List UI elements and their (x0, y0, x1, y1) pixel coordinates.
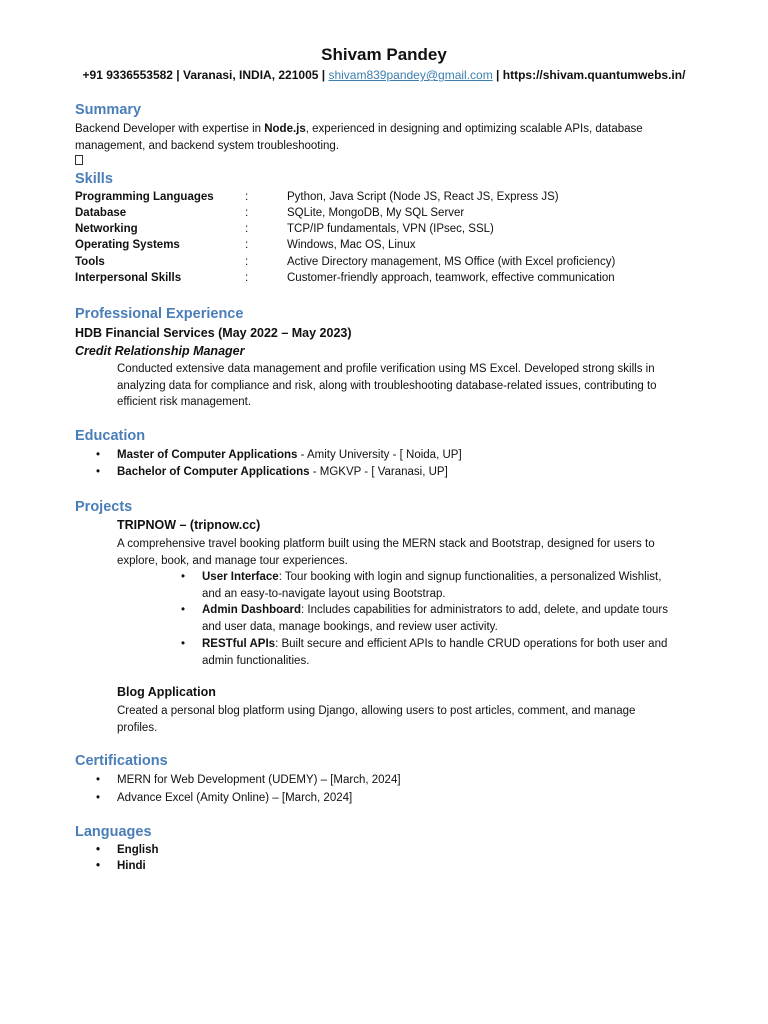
summary-line-1-bold: Node.js (264, 123, 306, 135)
feature-text: : Built secure and efficient APIs to handle CRUD operations for both user and (275, 638, 668, 650)
education-degree: Master of Computer Applications (117, 449, 298, 461)
experience-heading: Professional Experience (75, 306, 244, 322)
placeholder-glyph-icon (75, 155, 83, 165)
project-feature (181, 636, 668, 669)
education-heading: Education (75, 428, 146, 444)
skill-value: Python, Java Script (Node JS, React JS, Express JS) (287, 191, 559, 203)
experience-line: efficient risk management. (117, 396, 252, 408)
bullet-icon: • (96, 844, 101, 856)
education-school: - Amity University - [ Noida, UP] (297, 449, 462, 461)
feature-text: : Includes capabilities for administrators to add, delete, and update tours (301, 604, 668, 616)
contact-suffix: | https://shivam.quantumwebs.in/ (492, 68, 686, 82)
skill-sep: : (245, 207, 249, 219)
summary-line-2: management, and backend system troubleshooting. (75, 139, 340, 152)
experience-line: analyzing data for compliance and risk, along with troubleshooting database-related issues, contributing to (117, 379, 657, 392)
experience-role: Credit Relationship Manager (75, 344, 245, 358)
summary-heading: Summary (75, 102, 142, 118)
skill-value: Active Directory management, MS Office (with Excel proficiency) (287, 256, 616, 268)
education-degree: Bachelor of Computer Applications (117, 466, 310, 478)
skill-value: Customer-friendly approach, teamwork, effective communication (287, 272, 615, 284)
project-line: explore, book, and manage tour experiences. (117, 554, 348, 567)
skill-value: TCP/IP fundamentals, VPN (IPsec, SSL) (287, 223, 494, 235)
summary-line-1-pre: Backend Developer with expertise in (75, 123, 265, 135)
skill-value: SQLite, MongoDB, My SQL Server (287, 207, 465, 219)
language-item (96, 858, 146, 875)
project-description (117, 536, 655, 569)
education-item (96, 464, 448, 481)
project-line: Created a personal blog platform using Django, allowing users to post articles, comment, and manage (117, 705, 636, 717)
project-description (117, 703, 635, 736)
skill-row (75, 272, 715, 288)
skill-sep: : (245, 191, 249, 203)
skill-sep: : (245, 272, 249, 284)
project-line: profiles. (117, 721, 158, 734)
skill-key: Database (75, 207, 127, 219)
education-item (96, 447, 462, 464)
skill-row (75, 223, 715, 239)
project-line: A comprehensive travel booking platform built using the MERN stack and Bootstrap, designed for users to (117, 538, 655, 550)
languages-heading: Languages (75, 824, 152, 840)
language-item (96, 842, 159, 859)
experience-description (117, 361, 657, 411)
summary-line-1 (75, 121, 643, 138)
skill-key: Tools (75, 256, 105, 268)
skill-row (75, 239, 715, 255)
certification-item (96, 790, 353, 807)
skill-row (75, 256, 715, 272)
skill-row (75, 191, 715, 207)
bullet-icon: • (96, 449, 101, 461)
skills-heading: Skills (75, 171, 113, 187)
experience-company: HDB Financial Services (May 2022 – May 2023) (75, 326, 352, 340)
experience-line: Conducted extensive data management and profile verification using MS Excel. Developed strong skills in (117, 363, 655, 375)
language-text: Hindi (117, 860, 146, 872)
bullet-icon: • (181, 638, 186, 650)
skill-sep: : (245, 239, 249, 251)
summary-text (75, 121, 643, 154)
education-school: - MGKVP - [ Varanasi, UP] (309, 466, 448, 478)
project-title: TRIPNOW – (tripnow.cc) (117, 518, 261, 532)
bullet-icon: • (96, 466, 101, 478)
projects-heading: Projects (75, 499, 133, 515)
project-feature (181, 602, 668, 635)
skill-key: Networking (75, 223, 138, 235)
feature-title: Admin Dashboard (202, 604, 302, 616)
project-feature (181, 569, 662, 602)
feature-line-2: and user data, manage bookings, and review user activity. (202, 620, 498, 633)
email-link[interactable]: shivam839pandey@gmail.com (328, 68, 493, 82)
feature-title: User Interface (202, 571, 279, 583)
feature-line-2: and an easy-to-navigate layout using Bootstrap. (202, 587, 446, 600)
feature-line-2: admin functionalities. (202, 654, 310, 667)
certification-text: Advance Excel (Amity Online) – [March, 2024] (117, 792, 353, 804)
feature-title: RESTful APIs (202, 638, 276, 650)
skill-row (75, 207, 715, 223)
feature-text: : Tour booking with login and signup functionalities, a personalized Wishlist, (278, 571, 662, 583)
contact-line (0, 68, 768, 82)
summary-line-1-post: , experienced in designing and optimizing scalable APIs, database (305, 123, 643, 135)
skill-key: Interpersonal Skills (75, 272, 182, 284)
skill-key: Operating Systems (75, 239, 180, 251)
skill-key: Programming Languages (75, 191, 214, 203)
bullet-icon: • (181, 604, 186, 616)
feature-line-1 (202, 636, 667, 653)
bullet-icon: • (96, 774, 101, 786)
feature-line-1 (202, 569, 661, 586)
skill-sep: : (245, 256, 249, 268)
bullet-icon: • (96, 792, 101, 804)
skill-sep: : (245, 223, 249, 235)
project-title: Blog Application (117, 685, 216, 699)
skill-value: Windows, Mac OS, Linux (287, 239, 416, 251)
feature-line-1 (202, 602, 668, 619)
bullet-icon: • (96, 860, 101, 872)
certification-item (96, 772, 401, 789)
candidate-name: Shivam Pandey (321, 45, 447, 64)
contact-prefix: +91 9336553582 | Varanasi, INDIA, 221005 | (82, 68, 329, 82)
bullet-icon: • (181, 571, 186, 583)
certification-text: MERN for Web Development (UDEMY) – [March, 2024] (117, 774, 401, 786)
language-text: English (117, 844, 159, 856)
certifications-heading: Certifications (75, 753, 168, 769)
